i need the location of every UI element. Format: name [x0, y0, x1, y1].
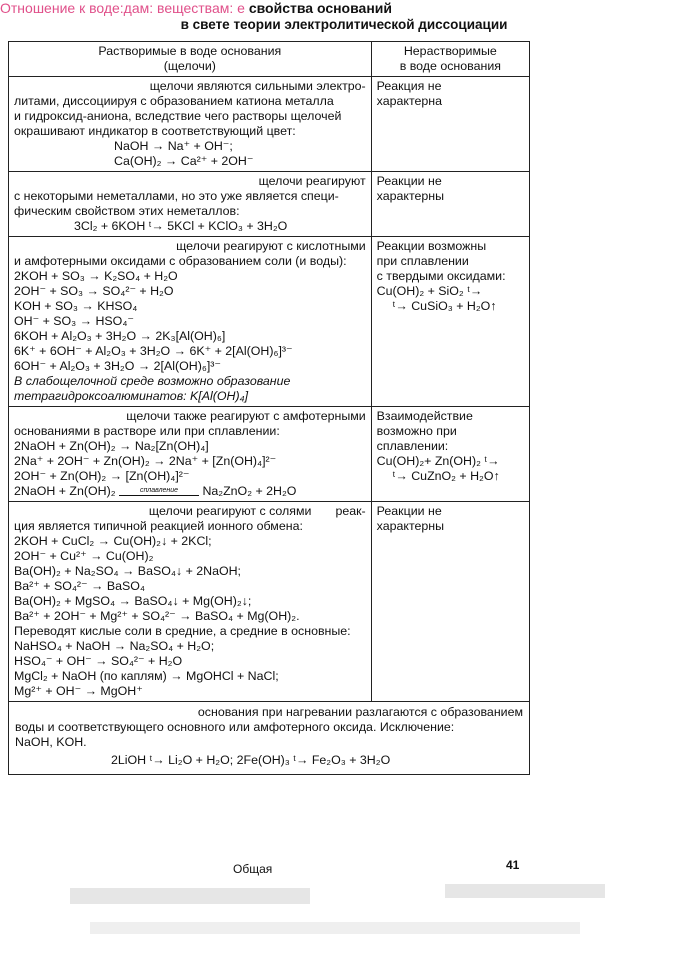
text-line [14, 504, 366, 519]
equation: 2NaOH + Zn(OH)₂ → Na₂[Zn(OH)₄] [14, 439, 209, 453]
text-line: характерны [376, 519, 445, 533]
equation: KOH + SO₃ → KHSO₄ [14, 299, 138, 313]
text-line: Реакции не [376, 504, 442, 518]
column-header-insoluble-line-1: Нерастворимые [403, 44, 497, 58]
table-row-nonmetals [9, 172, 530, 237]
header-line-1 [0, 0, 688, 16]
equation: 2OH⁻ + SO₃ → SO₄²⁻ + H₂O [14, 284, 174, 298]
overlay-label-2: веществам: [157, 0, 234, 16]
table-row-dissociation [9, 77, 530, 172]
column-header-soluble-line-2: (щелочи) [163, 59, 216, 73]
text-line: щелочи являются сильными электро- [149, 79, 366, 93]
page-number: 41 [506, 858, 520, 872]
equation: Ba²⁺ + 2OH⁻ + Mg²⁺ + SO₄²⁻ → BaSO₄ + Mg(OH)₂. [14, 609, 300, 623]
text-line: Реакция не [376, 79, 442, 93]
cell-oxides-insoluble [371, 237, 529, 407]
text-line: фическим свойством этих неметаллов: [14, 204, 240, 218]
equation: NaHSO₄ + NaOH → Na₂SO₄ + H₂O; [14, 639, 215, 653]
equation: Ba(OH)₂ + Na₂SO₄ → BaSO₄↓ + 2NaOH; [14, 564, 242, 578]
column-header-soluble [9, 42, 372, 77]
equation: 2KOH + CuCl₂ → Cu(OH)₂↓ + 2KCl; [14, 534, 212, 548]
equation: Mg²⁺ + OH⁻ → MgOH⁺ [14, 684, 143, 698]
equation: Cu(OH)₂+ Zn(OH)₂ ᵗ→ [376, 454, 500, 468]
table-row-oxides [9, 237, 530, 407]
overlay-label-1: Отношение к воде:дам: [0, 0, 154, 16]
cell-salts-insoluble [371, 502, 529, 702]
arrow-line [119, 495, 199, 496]
equation: 2Na⁺ + 2OH⁻ + Zn(OH)₂ → 2Na⁺ + [Zn(OH)₄]²⁻ [14, 454, 277, 468]
table-header-row [9, 42, 530, 77]
equation-right-side: Na₂ZnO₂ + 2H₂O [202, 484, 297, 498]
text-fragment: щелочи реагируют с солями [148, 504, 312, 518]
column-header-insoluble [371, 42, 529, 77]
equation: Ba(OH)₂ + MgSO₄ → BaSO₄↓ + Mg(OH)₂↓; [14, 594, 252, 608]
scan-smudge [445, 884, 605, 898]
equation: ᵗ→ CuSiO₃ + H₂O↑ [392, 299, 497, 313]
text-line: Реакции возможны [376, 239, 487, 253]
cell-nonmetals-insoluble [371, 172, 529, 237]
text-line: ция является типичной реакцией ионного обмена: [14, 519, 303, 533]
text-line: с некоторыми неметаллами, но это уже является специ- [14, 189, 339, 203]
scan-smudge [70, 888, 310, 904]
equation: 6OH⁻ + Al₂O₃ + 3H₂O → 2[Al(OH)₆]³⁻ [14, 359, 221, 373]
equation: OH⁻ + SO₃ → HSO₄⁻ [14, 314, 134, 328]
equation-fusion [14, 484, 366, 499]
page-title-line-2: в свете теории электролитической диссоциации [180, 17, 508, 32]
cell-amphoteric-insoluble [371, 407, 529, 502]
text-line: характерны [376, 189, 445, 203]
page-title-line-1: свойства оснований [248, 0, 392, 16]
text-line: литами, диссоциируя с образованием катиона металла [14, 94, 334, 108]
table-row-salts [9, 502, 530, 702]
equation: MgCl₂ + NaOH (по каплям) → MgOHCl + NaCl; [14, 669, 279, 683]
equation: ᵗ→ CuZnO₂ + H₂O↑ [392, 469, 500, 483]
equation: Ca(OH)₂ → Ca²⁺ + 2OH⁻ [114, 154, 254, 168]
text-line: Реакции не [376, 174, 442, 188]
cell-dissociation-insoluble [371, 77, 529, 172]
text-line: основания при нагревании разлагаются с образованием [197, 705, 523, 719]
text-line: окрашивают индикатор в соответствующий цвет: [14, 124, 296, 138]
cell-decomposition [9, 702, 530, 775]
scan-smudge [90, 922, 580, 934]
cell-nonmetals-soluble [9, 172, 372, 237]
equation: Cu(OH)₂ + SiO₂ ᵗ→ [376, 284, 483, 298]
italic-note: тетрагидроксоалюминатов: K[Al(OH)₄] [14, 389, 249, 403]
text-line: характерна [376, 94, 443, 108]
text-line: щелочи реагируют [258, 174, 366, 188]
equation: HSO₄⁻ + OH⁻ → SO₄²⁻ + H₂O [14, 654, 183, 668]
text-line: сплавлении: [376, 439, 449, 453]
fusion-arrow-label: сплавление [139, 487, 179, 494]
fusion-arrow [119, 487, 199, 496]
cell-amphoteric-soluble [9, 407, 372, 502]
text-line: и гидроксид-аниона, вследствие чего растворы щелочей [14, 109, 342, 123]
equation: 2KOH + SO₃ → K₂SO₄ + H₂O [14, 269, 178, 283]
overlay-label-3: е [237, 0, 245, 16]
text-line: щелочи реагируют с кислотными [176, 239, 366, 253]
bases-properties-table [8, 41, 530, 775]
equation: 2LiOH ᵗ→ Li₂O + H₂O; 2Fe(OH)₃ ᵗ→ Fe₂O₃ + 3H₂O [111, 753, 391, 767]
equation: 6K⁺ + 6OH⁻ + Al₂O₃ + 3H₂O → 6K⁺ + 2[Al(OH)₆]³⁻ [14, 344, 293, 358]
table-row-decomposition [9, 702, 530, 775]
column-header-insoluble-line-2: в воде основания [399, 59, 501, 73]
text-fragment: реак- [335, 504, 366, 518]
column-header-soluble-line-1: Растворимые в воде основания [98, 44, 282, 58]
text-line: щелочи также реагируют с амфотерными [126, 409, 366, 423]
equation: Ba²⁺ + SO₄²⁻ → BaSO₄ [14, 579, 145, 593]
equation-left-side: 2NaOH + Zn(OH)₂ [14, 484, 116, 498]
equation: NaOH → Na⁺ + OH⁻; [114, 139, 233, 153]
text-line: и амфотерными оксидами с образованием соли (и воды): [14, 254, 347, 268]
cell-oxides-soluble [9, 237, 372, 407]
text-line: NaOH, KOH. [15, 735, 87, 749]
cell-dissociation-soluble [9, 77, 372, 172]
text-line: возможно при [376, 424, 457, 438]
italic-note: В слабощелочной среде возможно образование [14, 374, 291, 388]
table-row-amphoteric [9, 407, 530, 502]
equation: 2OH⁻ + Cu²⁺ → Cu(OH)₂ [14, 549, 154, 563]
text-line: воды и соответствующего основного или амфотерного оксида. Исключение: [15, 720, 455, 734]
text-line: основаниями в растворе или при сплавлении: [14, 424, 280, 438]
text-line: при сплавлении [376, 254, 469, 268]
equation: 3Cl₂ + 6KOH ᵗ→ 5KCl + KClO₃ + 3H₂O [74, 219, 288, 233]
cell-salts-soluble [9, 502, 372, 702]
text-line: Переводят кислые соли в средние, а средние в основные: [14, 624, 351, 638]
equation: 2OH⁻ + Zn(OH)₂ → [Zn(OH)₄]²⁻ [14, 469, 190, 483]
footer-word: Общая [233, 862, 273, 876]
text-line: с твердыми оксидами: [376, 269, 506, 283]
equation: 6KOH + Al₂O₃ + 3H₂O → 2K₃[Al(OH)₆] [14, 329, 226, 343]
text-line: Взаимодействие [376, 409, 473, 423]
